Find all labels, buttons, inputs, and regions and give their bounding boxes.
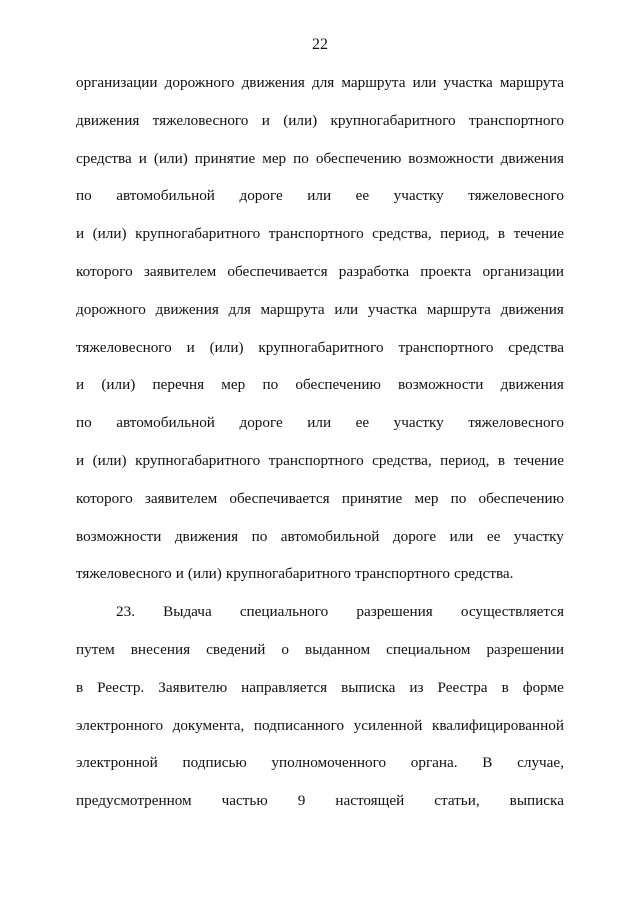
text-line: которого заявителем обеспечивается принятие мер по обеспечению (76, 489, 564, 507)
text-line: 23. Выдача специального разрешения осуществляется (116, 603, 564, 621)
text-line: и (или) крупногабаритного транспортного средства, период, в течение (76, 451, 564, 469)
text-line: тяжеловесного и (или) крупногабаритного транспортного средства (76, 338, 564, 356)
text-line: средства и (или) принятие мер по обеспечению возможности движения (76, 149, 564, 167)
text-line: по автомобильной дороге или ее участку тяжеловесного (76, 187, 564, 205)
text-line: по автомобильной дороге или ее участку тяжеловесного (76, 414, 564, 432)
text-line: электронного документа, подписанного усиленной квалифицированной (76, 716, 564, 734)
text-line: и (или) перечня мер по обеспечению возможности движения (76, 376, 564, 394)
text-line: в Реестр. Заявителю направляется выписка из Реестра в форме (76, 678, 564, 696)
text-line: которого заявителем обеспечивается разработка проекта организации (76, 262, 564, 280)
body-text (76, 73, 564, 829)
page-number: 22 (312, 36, 328, 53)
text-line: путем внесения сведений о выданном специальном разрешении (76, 640, 564, 658)
text-line: и (или) крупногабаритного транспортного средства, период, в течение (76, 225, 564, 243)
text-line: тяжеловесного и (или) крупногабаритного транспортного средства. (76, 565, 514, 583)
text-line: организации дорожного движения для маршрута или участка маршрута (76, 74, 564, 91)
text-line: дорожного движения для маршрута или участка маршрута движения (76, 300, 564, 318)
text-line: возможности движения по автомобильной дороге или ее участку (76, 527, 564, 545)
text-line: электронной подписью уполномоченного органа. В случае, (76, 754, 564, 772)
text-line: предусмотренном частью 9 настоящей статьи, выписка (76, 792, 564, 810)
text-line: движения тяжеловесного и (или) крупногабаритного транспортного (76, 111, 564, 129)
